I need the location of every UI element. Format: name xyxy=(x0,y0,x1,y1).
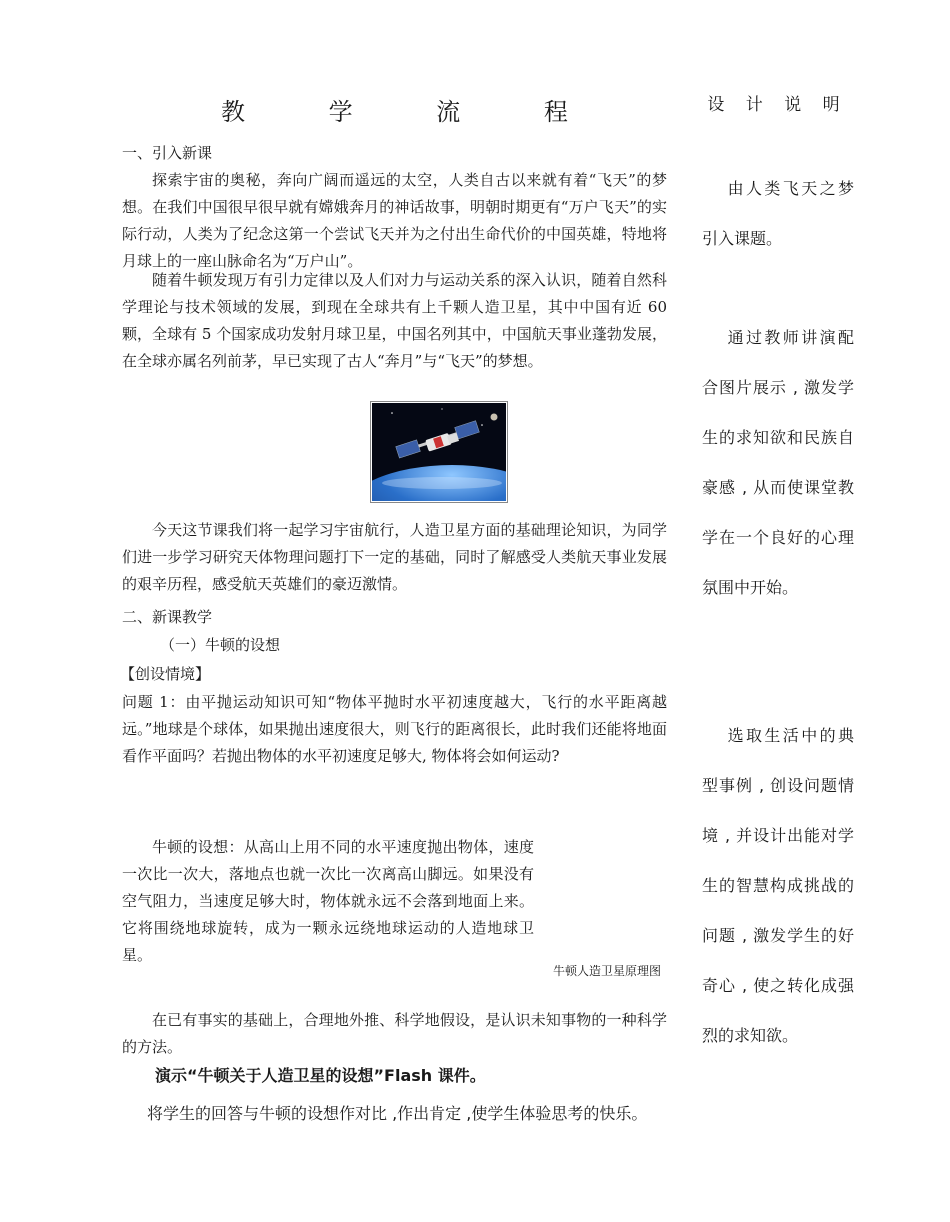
question-1: 问题 1：由平抛运动知识可知“物体平抛时水平初速度越大，飞行的水平距离越远。”地球是个球体，如果抛出速度很大，则飞行的距离很长，此时我们还能将地面看作平面吗？若抛出物体的水平初速度足够大, 物体将会如何运动? xyxy=(122,693,667,765)
space-station-illustration xyxy=(372,403,506,501)
scenario-label: 【创设情境】 xyxy=(120,665,211,683)
design-note-2-text: 通过教师讲演配合图片展示 , 激发学生的求知欲和民族自豪感 , 从而使课堂教学在一个良好的心理氛围中开始。 xyxy=(702,328,854,597)
design-note-1 xyxy=(702,164,854,264)
compare-line: 将学生的回答与牛顿的设想作对比 ,作出肯定 ,使学生体验思考的快乐。 xyxy=(147,1104,648,1123)
section-heading-new-lesson: 二、新课教学 xyxy=(122,608,213,626)
method-paragraph: 在已有事实的基础上，合理地外推、科学地假设，是认识未知事物的一种科学的方法。 xyxy=(122,1011,667,1056)
design-note-2 xyxy=(702,313,854,613)
page-title: 教 学 流 程 xyxy=(221,98,606,126)
design-notes-title: 设 计 说 明 xyxy=(707,95,848,115)
demo-line: 演示“牛顿关于人造卫星的设想”Flash 课件。 xyxy=(155,1066,486,1085)
design-note-3-text: 选取生活中的典型事例 , 创设问题情境 , 并设计出能对学生的智慧构成挑战的问题 , 激发学生的好奇心 , 使之转化成强烈的求知欲。 xyxy=(702,726,854,1045)
design-note-1-text: 由人类飞天之梦引入课题。 xyxy=(702,179,854,248)
design-note-3 xyxy=(702,711,854,1061)
intro-paragraph-1: 探索宇宙的奥秘，奔向广阔而遥远的太空，人类自古以来就有着“飞天”的梦想。在我们中国很早很早就有嫦娥奔月的神话故事，明朝时期更有“万户飞天”的实际行动，人类为了纪念这第一个尝试飞天并为之付出生命代价的中国英雄，特地将月球上的一座山脉命名为“万户山”。 xyxy=(122,171,667,270)
subsection-newton: （一）牛顿的设想 xyxy=(160,636,281,654)
newton-hypothesis: 牛顿的设想：从高山上用不同的水平速度抛出物体，速度一次比一次大，落地点也就一次比一次离高山脚远。如果没有空气阻力，当速度足够大时，物体就永远不会落到地面上来。它将围绕地球旋转，成为一颗永远绕地球运动的人造地球卫星。 xyxy=(122,838,534,964)
section-heading-intro: 一、引入新课 xyxy=(122,144,213,162)
diagram-caption: 牛顿人造卫星原理图 xyxy=(553,964,662,978)
intro-paragraph-3: 今天这节课我们将一起学习宇宙航行，人造卫星方面的基础理论知识，为同学们进一步学习研究天体物理问题打下一定的基础，同时了解感受人类航天事业发展的艰辛历程，感受航天英雄们的豪迈激情。 xyxy=(122,521,667,593)
space-station-image xyxy=(370,401,508,503)
intro-paragraph-2: 随着牛顿发现万有引力定律以及人们对力与运动关系的深入认识，随着自然科学理论与技术领域的发展，到现在全球共有上千颗人造卫星，其中中国有近 60 颗，全球有 5 个国家成功发射月球卫星，中国名列其中，中国航天事业蓬勃发展，在全球亦属名列前茅，早已实现了古人“奔月”与“飞天”的梦想。 xyxy=(122,271,667,370)
